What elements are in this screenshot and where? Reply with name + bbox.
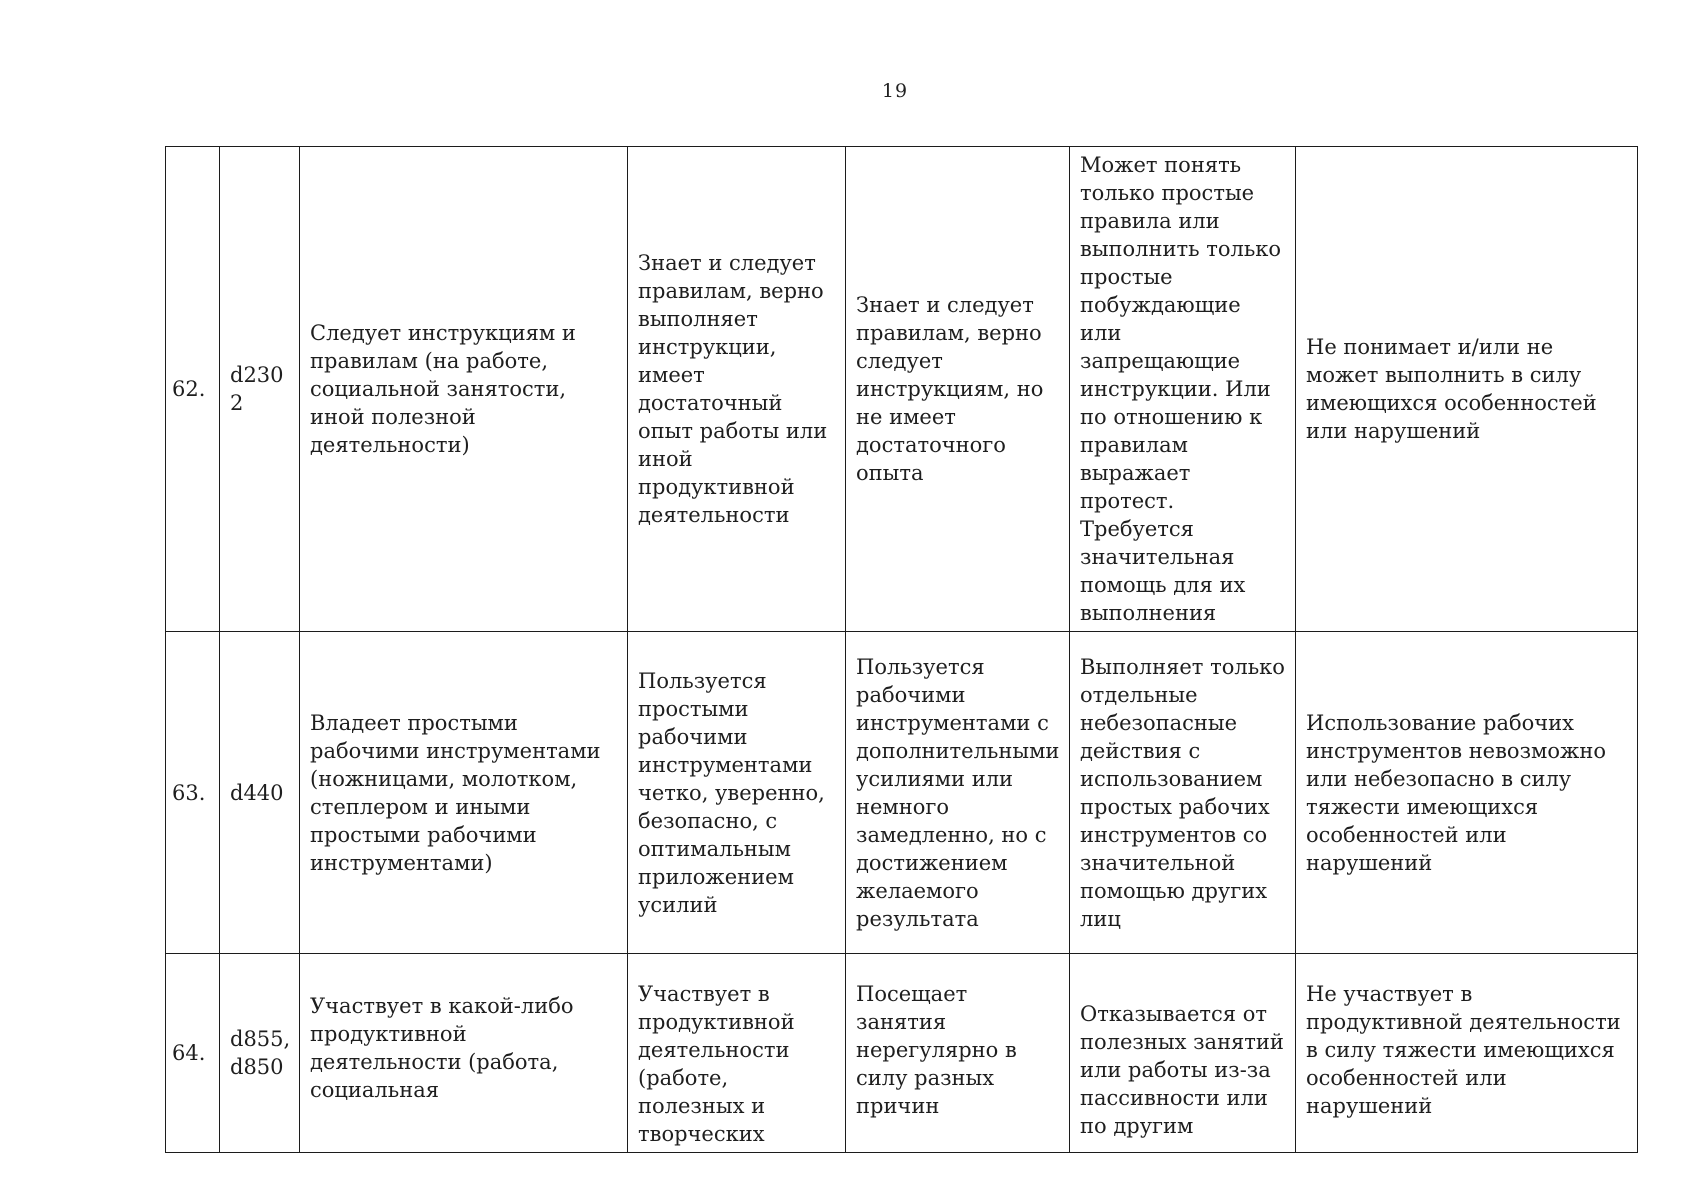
level-2-cell: Знает и следует правилам, верно следует инструкциям, но не имеет достаточного опыта — [846, 147, 1070, 632]
criterion-description: Участвует в какой-либо продуктивной деятельности (работа, социальная — [300, 954, 628, 1153]
level-4-cell: Не понимает и/или не может выполнить в силу имеющихся особенностей или нарушений — [1296, 147, 1638, 632]
level-1-cell: Знает и следует правилам, верно выполняет инструкции, имеет достаточный опыт работы или иной продуктивной деятельности — [628, 147, 846, 632]
page-number: 19 — [881, 80, 909, 102]
level-4-cell: Не участвует в продуктивной деятельности в силу тяжести имеющихся особенностей или нарушений — [1296, 954, 1638, 1153]
level-3-cell: Отказывается от полезных занятий или работы из-за пассивности или по другим — [1070, 954, 1296, 1153]
row-number: 62. — [166, 147, 220, 632]
level-4-cell: Использование рабочих инструментов невозможно или небезопасно в силу тяжести имеющихся особенностей или нарушений — [1296, 632, 1638, 954]
table-row — [166, 632, 1638, 954]
icf-code: d230 2 — [220, 147, 300, 632]
table-row — [166, 147, 1638, 632]
table-row — [166, 954, 1638, 1153]
icf-code: d855, d850 — [220, 954, 300, 1153]
criterion-description: Владеет простыми рабочими инструментами (ножницами, молотком, степлером и иными простыми рабочими инструментами) — [300, 632, 628, 954]
level-3-cell: Может понять только простые правила или выполнить только простые побуждающие или запрещающие инструкции. Или по отношению к правилам выражает протест. Требуется значительная помощь для их выполнения — [1070, 147, 1296, 632]
criterion-description: Следует инструкциям и правилам (на работе, социальной занятости, иной полезной деятельности) — [300, 147, 628, 632]
criteria-table — [165, 146, 1638, 1153]
row-number: 64. — [166, 954, 220, 1153]
level-2-cell: Пользуется рабочими инструментами с дополнительными усилиями или немного замедленно, но с достижением желаемого результата — [846, 632, 1070, 954]
level-2-cell: Посещает занятия нерегулярно в силу разных причин — [846, 954, 1070, 1153]
level-3-cell: Выполняет только отдельные небезопасные действия с использованием простых рабочих инструментов со значительной помощью других лиц — [1070, 632, 1296, 954]
level-1-cell: Пользуется простыми рабочими инструментами четко, уверенно, безопасно, с оптимальным приложением усилий — [628, 632, 846, 954]
icf-code: d440 — [220, 632, 300, 954]
row-number: 63. — [166, 632, 220, 954]
level-1-cell: Участвует в продуктивной деятельности (работе, полезных и творческих — [628, 954, 846, 1153]
